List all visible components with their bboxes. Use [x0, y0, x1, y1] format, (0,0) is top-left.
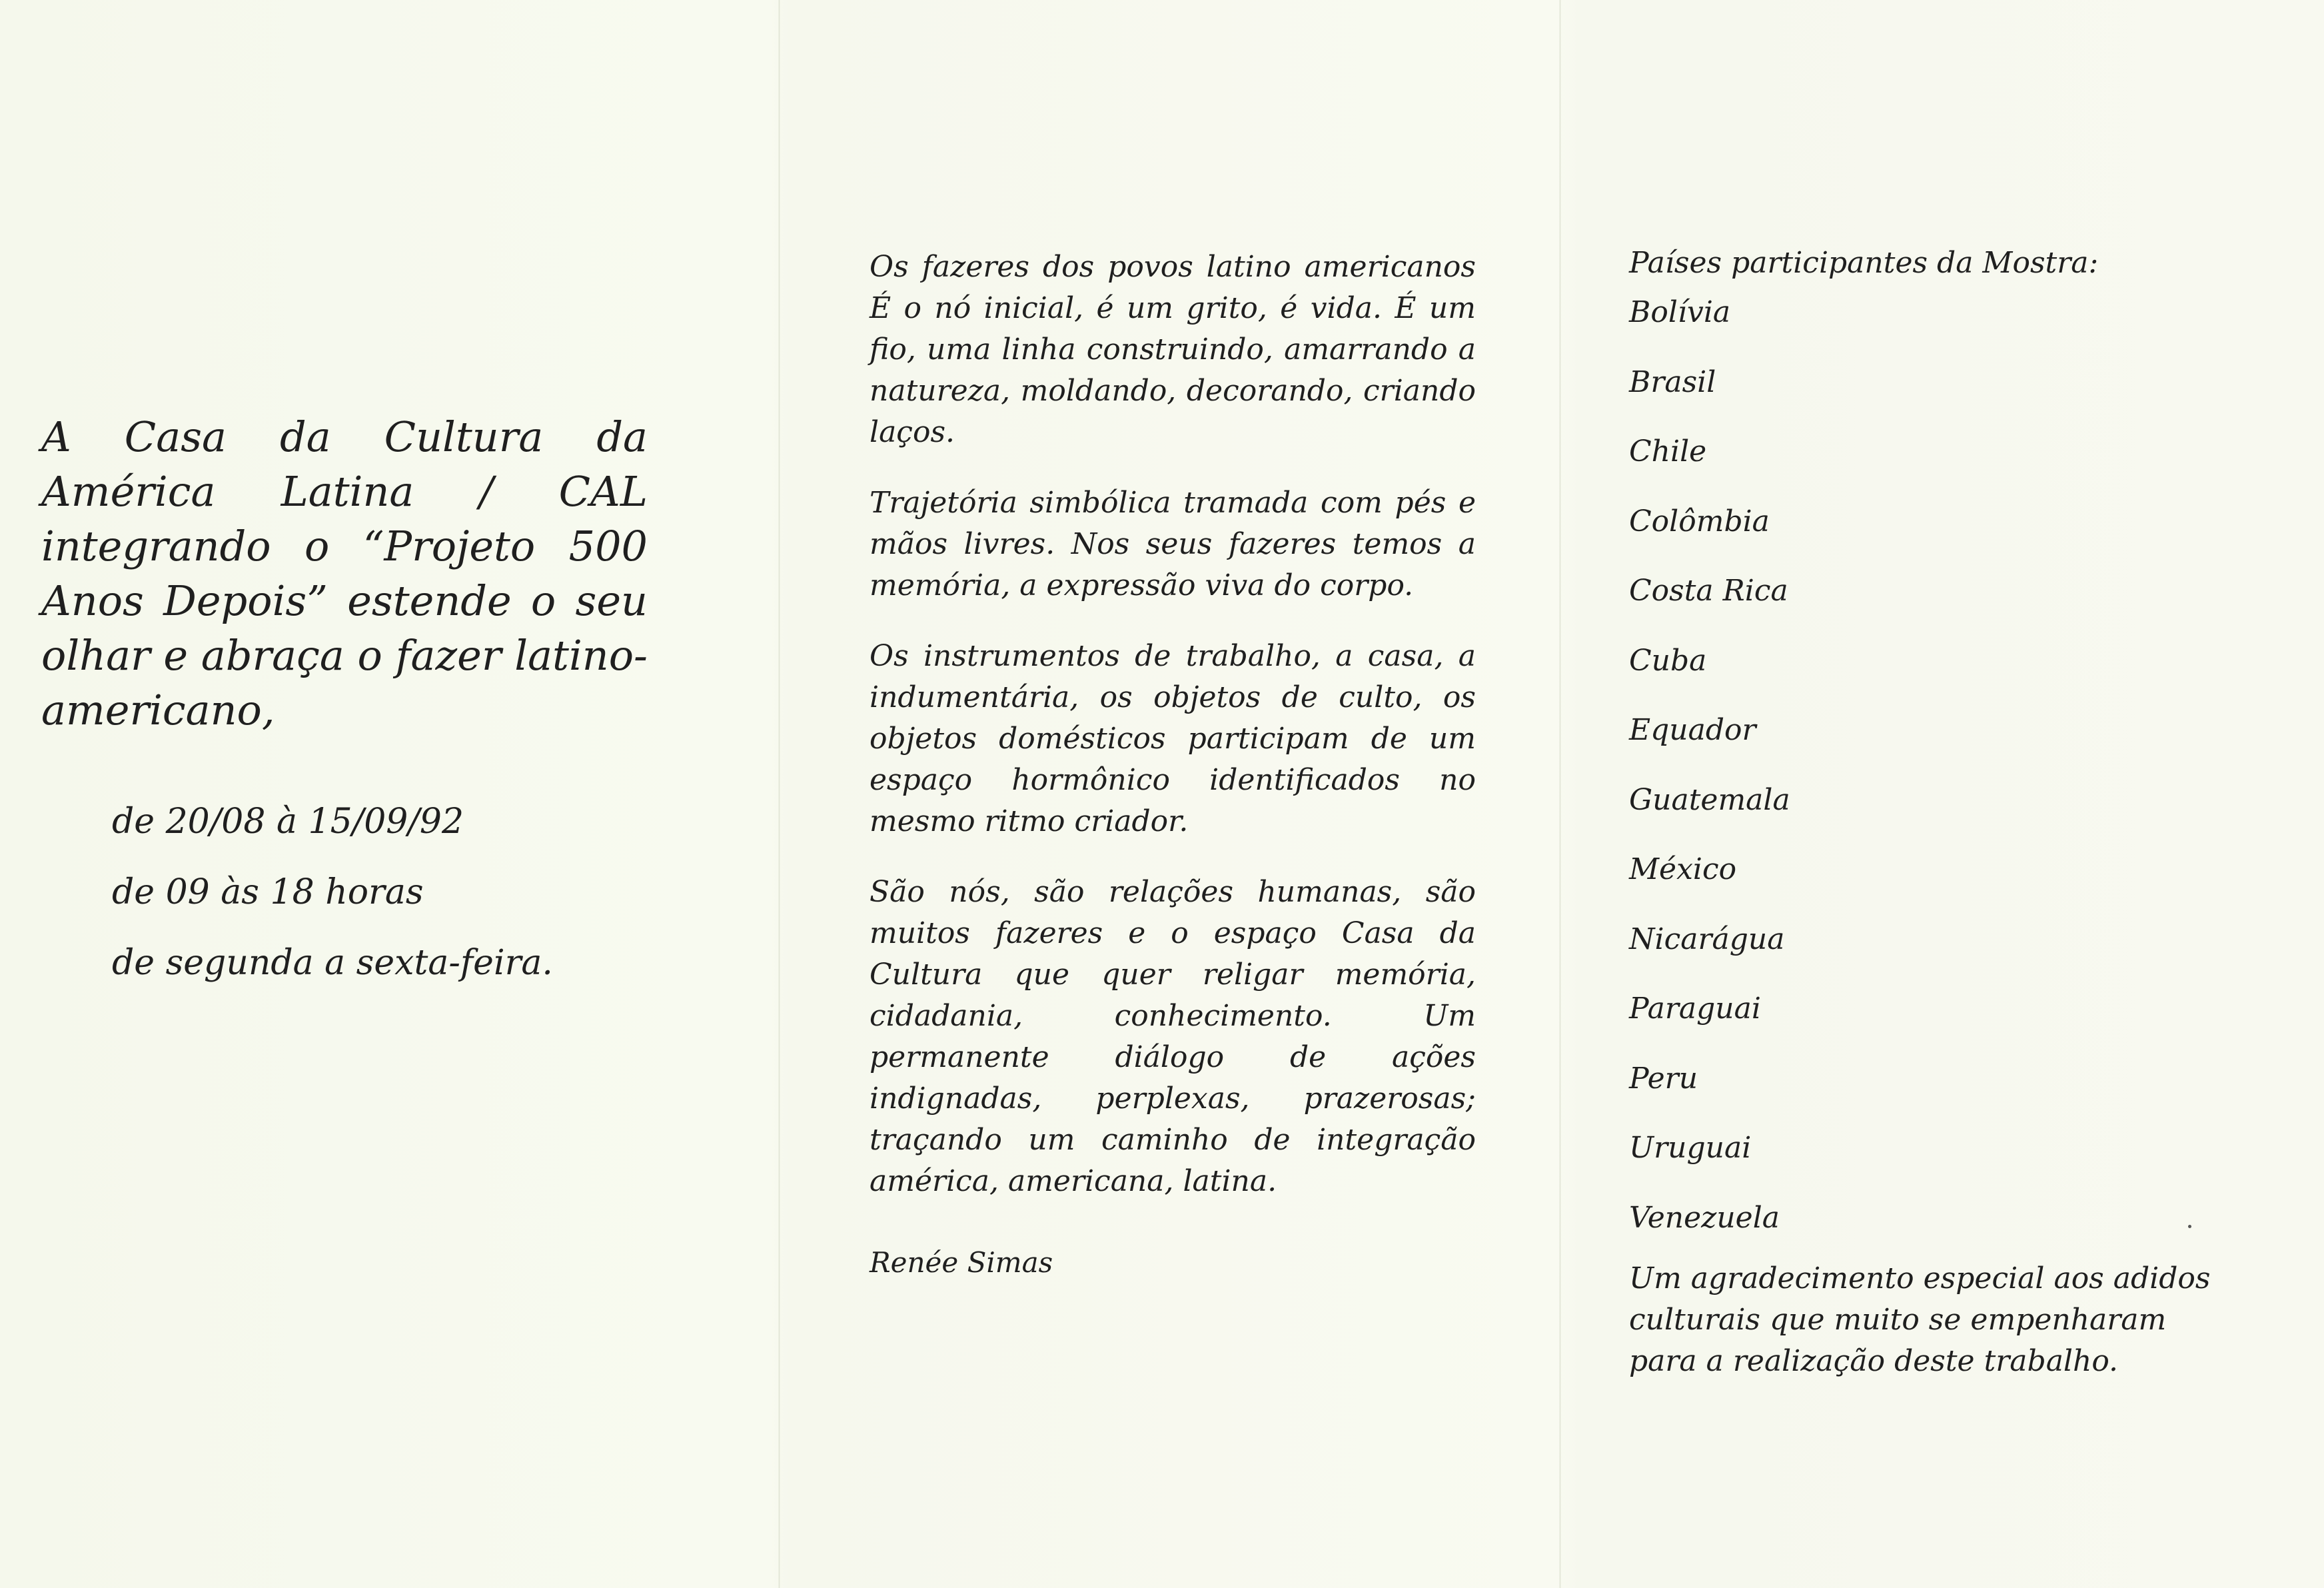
- country-item: Colômbia: [1629, 504, 1770, 538]
- country-item: Paraguai: [1629, 992, 1761, 1026]
- schedule-days: de segunda a sexta-feira.: [112, 943, 553, 983]
- country-list: [1629, 278, 2229, 1253]
- country-item: Nicarágua: [1629, 922, 1785, 956]
- schedule-hours: de 09 às 18 horas: [112, 872, 424, 912]
- paragraph: Os instrumentos de trabalho, a casa, a indumentária, os objetos de culto, os objetos domésticos participam de um espaço hormônico identificados no mesmo ritmo criador.: [870, 639, 1476, 838]
- country-item: Chile: [1629, 434, 1707, 468]
- country-item: Equador: [1629, 713, 1756, 747]
- country-item: Brasil: [1629, 365, 1716, 399]
- fold-line-right: [1559, 0, 1561, 1588]
- fold-line-left: [778, 0, 780, 1588]
- paragraph: Trajetória simbólica tramada com pés e mãos livres. Nos seus fazeres temos a memória, a expressão viva do corpo.: [870, 486, 1476, 602]
- countries-heading: Países participantes da Mostra:: [1629, 246, 2099, 280]
- middle-panel: [870, 247, 1476, 1283]
- acknowledgement-text: Um agradecimento especial aos adidos culturais que muito se empenharam para a realização deste trabalho.: [1629, 1261, 2211, 1378]
- country-item: Venezuela: [1629, 1200, 1780, 1235]
- country-item: Peru: [1629, 1061, 1698, 1096]
- country-item: Bolívia: [1629, 295, 1731, 329]
- country-item: México: [1629, 852, 1737, 886]
- country-item: Uruguai: [1629, 1131, 1752, 1165]
- country-item: Cuba: [1629, 643, 1707, 678]
- lead-paragraph: Os fazeres dos povos latino americanos É o nó inicial, é um grito, é vida. É um fio, uma linha construindo, amarrando a natureza, moldando, decorando, criando laços.: [870, 250, 1476, 449]
- country-item: Costa Rica: [1629, 574, 1788, 608]
- paragraph: São nós, são relações humanas, são muitos fazeres e o espaço Casa da Cultura que quer religar memória, cidadania, conhecimento. Um permanente diálogo de ações indignadas, perplexas, prazerosas; traçando um caminho de integração américa, americana, latina.: [870, 875, 1476, 1198]
- author-signature: Renée Simas: [870, 1246, 1053, 1279]
- right-panel: [1629, 243, 2229, 1382]
- schedule-dates: de 20/08 à 15/09/92: [112, 802, 464, 842]
- intro-text: A Casa da Cultura da América Latina / CAL integrando o “Projeto 500 Anos Depois” estende o seu olhar e abraça o fazer latino-americano,: [41, 412, 648, 734]
- schedule-block: [112, 786, 592, 998]
- paper-speck: [2188, 1225, 2191, 1228]
- country-item: Guatemala: [1629, 782, 1790, 817]
